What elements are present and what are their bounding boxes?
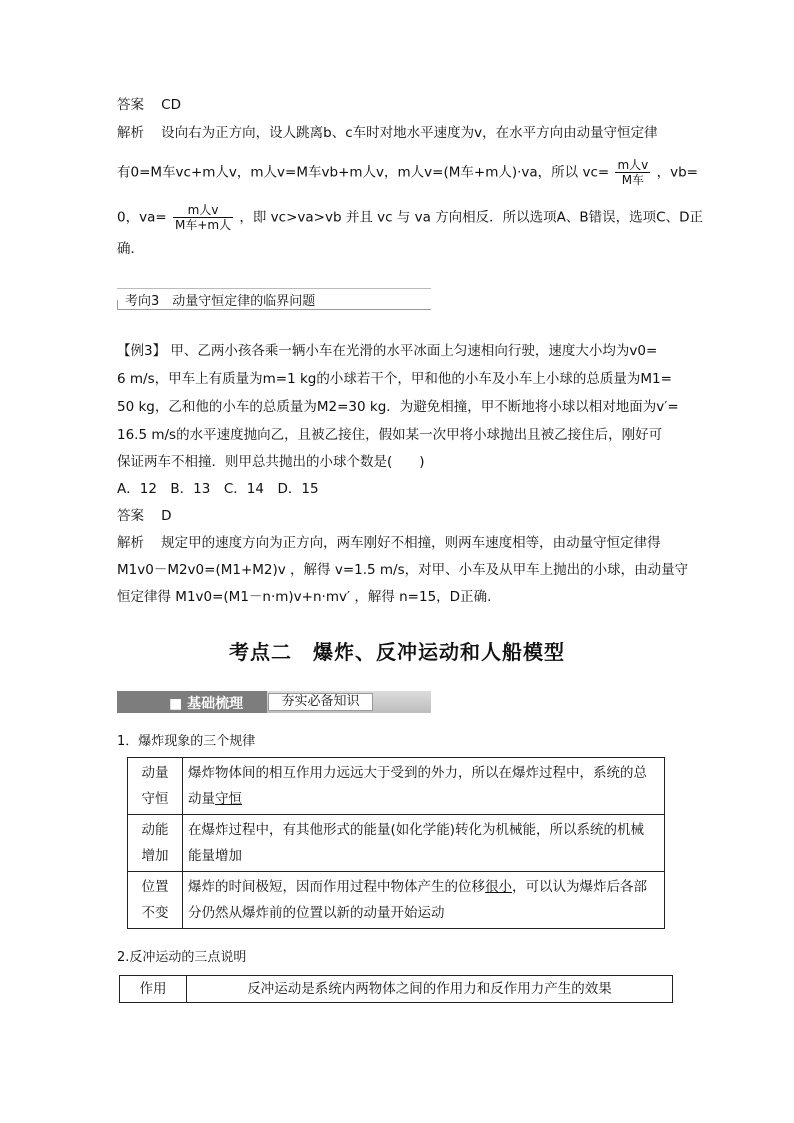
heading-rule-bottom — [117, 309, 431, 310]
row-key-2: 增加 — [141, 848, 169, 864]
answer-line-1 — [117, 95, 181, 115]
row-key-2: 守恒 — [141, 791, 169, 807]
example3-options: A．12 B．13 C．14 D．15 — [117, 481, 319, 497]
analysis1-text2b: ，vb= — [656, 164, 698, 181]
row-text-1b: ，可以认为爆炸后各部 — [512, 879, 647, 895]
row-key-1: 动量 — [141, 765, 169, 781]
answer-label: 答案 — [117, 508, 144, 524]
row-text-2a: 动量 — [188, 791, 215, 807]
table-row — [120, 976, 673, 1003]
example3-line1: 【例3】 甲、乙两小孩各乘一辆小车在光滑的水平冰面上匀速相向行驶，速度大小均为v0= — [117, 343, 658, 359]
explosion-rules-table — [127, 757, 665, 929]
example3-line3: 50 kg，乙和他的小车的总质量为M2=30 kg．为避免相撞，甲不断地将小球以相对地面为v′= — [117, 399, 679, 415]
example3-line4: 16.5 m/s的水平速度抛向乙，且被乙接住，假如某一次甲将小球抛出且被乙接住后，刚好可 — [117, 427, 663, 443]
answer-line-2 — [117, 506, 172, 526]
row-text-2a: 分仍然从爆炸前的位置以新的动量开始运动 — [188, 905, 445, 921]
table-row — [128, 758, 665, 815]
analysis1-text2: 有0=M车vc+m人v，m人v=M车vb+m人v，m人v=(M车+m人)·va，所以 vc= — [117, 164, 610, 181]
row-text-1: 在爆炸过程中，有其他形式的能量(如化学能)转化为机械能，所以系统的机械 — [188, 822, 645, 838]
analysis1-line3 — [117, 203, 703, 232]
row-value — [183, 872, 665, 929]
row-text-1a: 爆炸的时间极短，因而作用过程中物体产生的位移 — [188, 879, 485, 895]
banner-main-label: ■ 基础梳理 — [169, 696, 244, 712]
fraction-numerator: m人v — [173, 203, 233, 218]
answer-label: 答案 — [117, 97, 144, 113]
row-key — [128, 872, 183, 929]
analysis2-text1: 规定甲的速度方向为正方向，两车刚好不相撞，则两车速度相等，由动量守恒定律得 — [161, 535, 661, 551]
fraction-numerator: m人v — [617, 158, 649, 172]
row-key — [128, 815, 183, 872]
row-key — [128, 758, 183, 815]
analysis2-line1 — [117, 533, 661, 553]
recoil-table — [119, 975, 673, 1003]
analysis-label: 解析 — [117, 535, 144, 551]
banner-main-text: 基础梳理 — [187, 696, 244, 712]
table-row — [128, 872, 665, 929]
row-key: 作用 — [120, 976, 187, 1003]
section-title-2: 考点二 爆炸、反冲运动和人船模型 — [229, 640, 565, 664]
list1-title: 1．爆炸现象的三个规律 — [117, 734, 256, 749]
fraction-denominator: M车+m人 — [174, 218, 232, 232]
row-key-2: 不变 — [141, 905, 169, 921]
analysis1-text4: 确． — [117, 241, 144, 257]
basics-banner — [117, 691, 431, 713]
analysis1-text3b: ，即 vc>va>vb 并且 vc 与 va 方向相反．所以选项A、B错误，选项C、D正 — [239, 209, 703, 226]
answer-value: D — [161, 508, 172, 524]
heading-tick — [117, 300, 118, 310]
answer-value: CD — [161, 97, 181, 113]
banner-box-label: 夯实必备知识 — [268, 693, 373, 711]
analysis2-line2: M1v0－M2v0=(M1+M2)v ，解得 v=1.5 m/s，对甲、小车及从甲车上抛出的小球，由动量守 — [117, 562, 689, 578]
analysis1-text3: 0，va= — [117, 209, 167, 226]
analysis2-line3: 恒定律得 M1v0=(M1－n·m)v+n·mv′ ，解得 n=15，D正确. — [117, 589, 492, 605]
fraction-va — [173, 203, 233, 232]
analysis1-text1: 设向右为正方向，设人跳离b、c车时对地水平速度为v，在水平方向由动量守恒定律 — [161, 125, 658, 141]
list2-title: 2.反冲运动的三点说明 — [117, 950, 247, 965]
fraction-vc — [615, 158, 650, 187]
section-heading-3 — [117, 288, 431, 310]
row-text-1: 爆炸物体间的相互作用力远远大于受到的外力，所以在爆炸过程中，系统的总 — [188, 765, 647, 781]
analysis1-line2 — [117, 158, 698, 187]
row-text-2b: 守恒 — [215, 791, 242, 807]
analysis1-line4 — [117, 239, 144, 259]
example3-line5: 保证两车不相撞．则甲总共抛出的小球个数是( ) — [117, 454, 425, 470]
example3-line2: 6 m/s，甲车上有质量为m=1 kg的小球若干个，甲和他的小车及小车上小球的总质量为M1= — [117, 371, 672, 387]
table-row — [128, 815, 665, 872]
row-text-2a: 能量增加 — [188, 848, 242, 864]
analysis-label: 解析 — [117, 125, 144, 141]
row-value: 反冲运动是系统内两物体之间的作用力和反作用力产生的效果 — [187, 976, 673, 1003]
row-value — [183, 758, 665, 815]
row-text-1u: 很小 — [485, 879, 512, 895]
fraction-denominator: M车 — [621, 173, 645, 187]
row-key-1: 位置 — [141, 879, 169, 895]
section-title: 考向3 动量守恒定律的临界问题 — [125, 294, 316, 309]
row-value — [183, 815, 665, 872]
row-key-1: 动能 — [141, 822, 169, 838]
analysis1-line1 — [117, 123, 658, 143]
